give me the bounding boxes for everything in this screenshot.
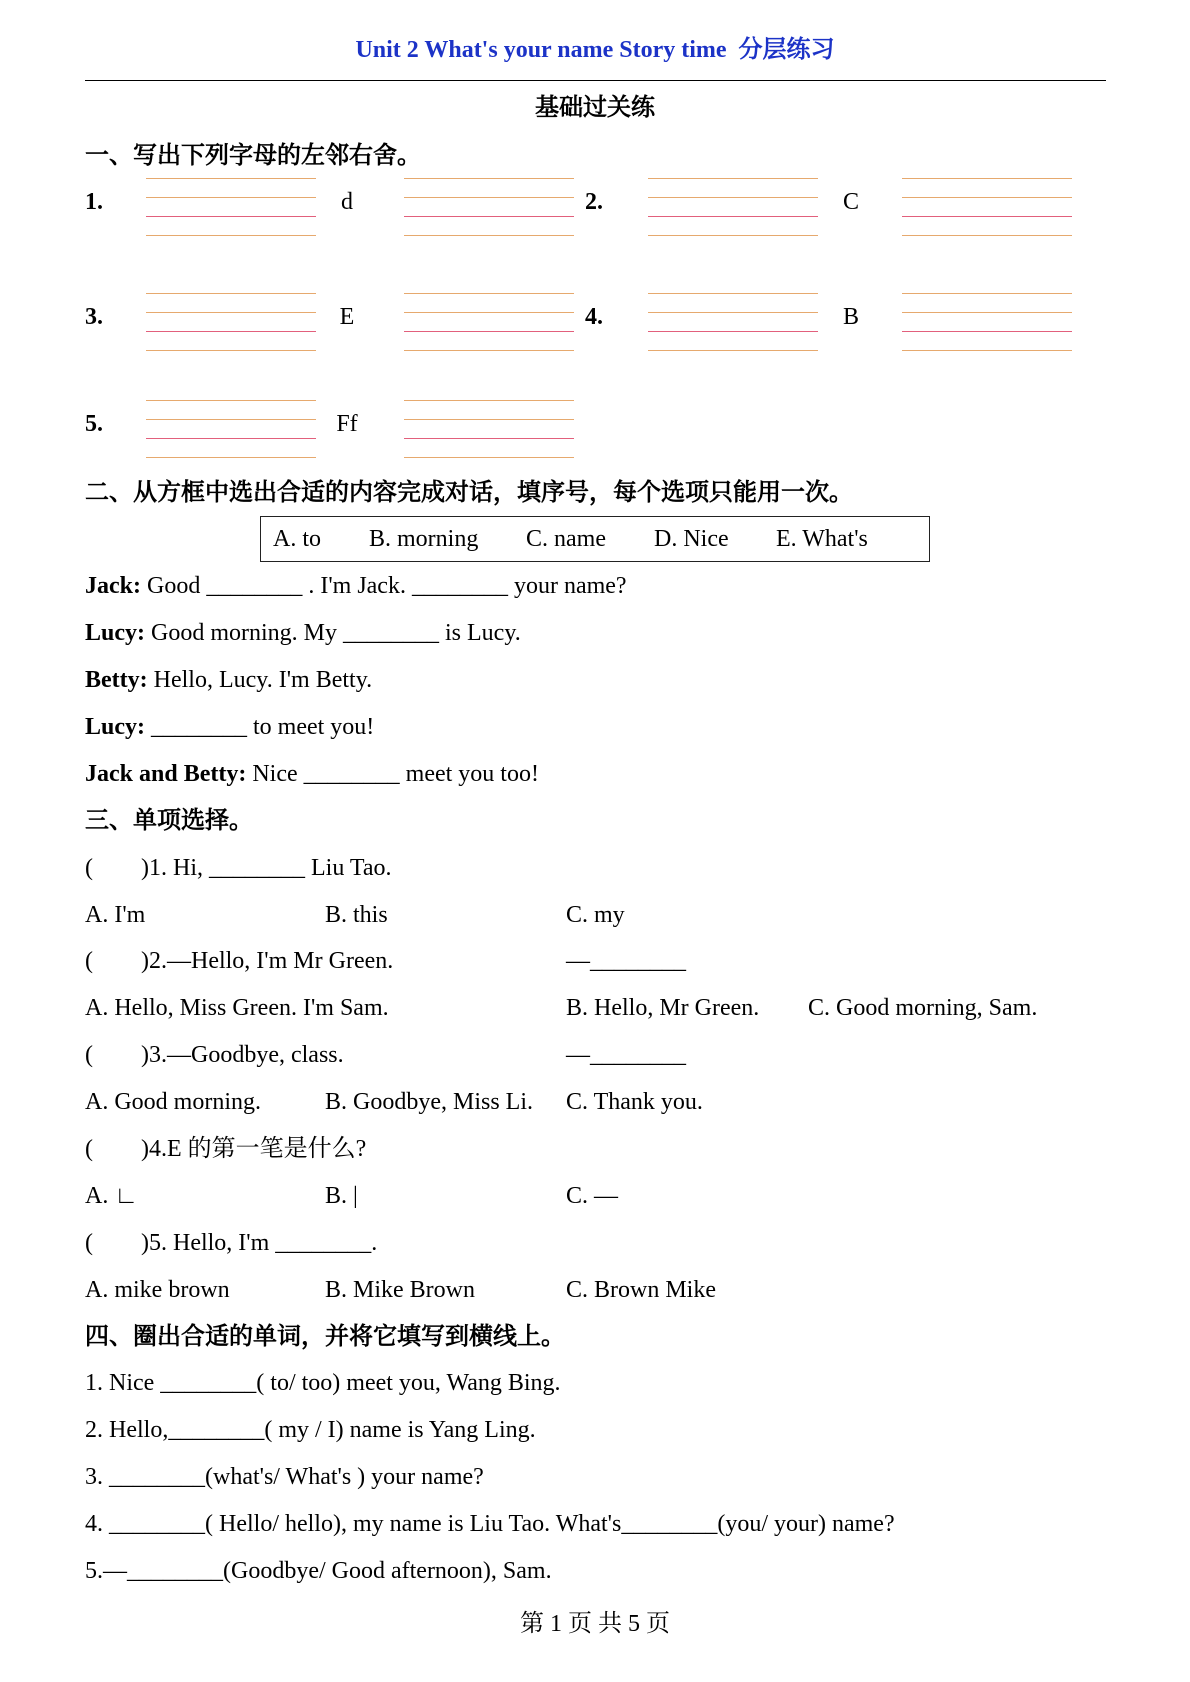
option-a: A. ∟: [85, 1182, 138, 1209]
question-stem: [0, 1220, 1190, 1267]
item-number: 1.: [85, 189, 103, 215]
question-text: 2.—Hello, I'm Mr Green.: [148, 948, 394, 975]
option-b: B. Mike Brown: [325, 1276, 475, 1303]
dialogue-line: [0, 610, 1190, 657]
option-a: A. I'm: [85, 901, 146, 928]
question-stem: [0, 938, 1190, 985]
answer-bracket: ( ): [85, 1229, 149, 1256]
given-letter: d: [341, 189, 353, 215]
worksheet-body: [0, 470, 1190, 1595]
reply-blank: —________: [566, 1042, 686, 1069]
option-b: B. Goodbye, Miss Li.: [325, 1089, 534, 1116]
four-line-grid-left-neighbor: [146, 293, 316, 351]
question-options: [0, 1173, 1190, 1220]
section-3-heading: 三、单项选择。: [85, 807, 253, 834]
given-letter: E: [339, 304, 355, 330]
option-c: C. Thank you.: [566, 1089, 703, 1116]
question-stem: [0, 1032, 1190, 1079]
dialogue-text: Hello, Lucy. I'm Betty.: [153, 667, 373, 694]
four-line-grid-right-neighbor: [902, 293, 1072, 351]
dialogue-speaker: Lucy:: [85, 620, 145, 647]
section-4-heading: 四、圈出合适的单词，并将它填写到横线上。: [85, 1323, 565, 1350]
question-text: 4.E 的第一笔是什么?: [148, 1135, 367, 1162]
option-a: A. Hello, Miss Green. I'm Sam.: [85, 995, 389, 1022]
title-divider: [85, 80, 1106, 81]
dialogue-line: [0, 751, 1190, 798]
word-bank-option: E. What's: [776, 526, 868, 553]
option-b: B. this: [325, 901, 388, 928]
answer-bracket: ( ): [85, 854, 149, 881]
word-bank-option: D. Nice: [654, 526, 729, 553]
four-line-grid-right-neighbor: [404, 178, 574, 236]
word-bank-option: B. morning: [369, 526, 479, 553]
dialogue-text: Good morning. My ________ is Lucy.: [151, 620, 521, 647]
option-c: C. Brown Mike: [566, 1276, 716, 1303]
item-number: 5.: [85, 411, 103, 437]
question-options: [0, 892, 1190, 939]
letter-row-1: [0, 178, 1190, 236]
four-line-grid-left-neighbor: [648, 178, 818, 236]
dialogue-speaker: Betty:: [85, 667, 148, 694]
four-line-grid-left-neighbor: [648, 293, 818, 351]
four-line-grid-left-neighbor: [146, 400, 316, 458]
option-c: C. —: [566, 1182, 619, 1209]
option-c: C. Good morning, Sam.: [808, 995, 1038, 1022]
reply-blank: —________: [566, 948, 686, 975]
dialogue-line: [0, 563, 1190, 610]
option-b: B. |: [325, 1182, 358, 1209]
worksheet-title: Unit 2 What's your name Story time 分层练习: [355, 37, 835, 63]
dialogue-text: Nice ________ meet you too!: [252, 760, 539, 787]
dialogue-speaker: Jack:: [85, 573, 141, 600]
dialogue-speaker: Jack and Betty:: [85, 760, 247, 787]
given-letter: Ff: [336, 411, 358, 437]
dialogue-speaker: Lucy:: [85, 713, 145, 740]
dialogue-line: [0, 657, 1190, 704]
word-bank-option: C. name: [526, 526, 606, 553]
fill-in-item: 2. Hello,________( my / I) name is Yang Ling.: [85, 1417, 536, 1444]
option-b: B. Hello, Mr Green.: [566, 995, 760, 1022]
given-letter: C: [842, 189, 859, 215]
letter-row-2: [0, 293, 1190, 351]
option-c: C. my: [566, 901, 625, 928]
question-options: [0, 1079, 1190, 1126]
answer-bracket: ( ): [85, 948, 149, 975]
answer-bracket: ( ): [85, 1042, 149, 1069]
fill-in-item: 3. ________(what's/ What's ) your name?: [85, 1464, 484, 1491]
question-options: [0, 985, 1190, 1032]
option-a: A. mike brown: [85, 1276, 230, 1303]
section-1-heading: 一、写出下列字母的左邻右舍。: [85, 143, 421, 169]
option-a: A. Good morning.: [85, 1089, 261, 1116]
question-text: 1. Hi, ________ Liu Tao.: [148, 854, 392, 881]
dialogue-text: Good ________ . I'm Jack. ________ your name?: [147, 573, 627, 600]
word-bank-box: [260, 516, 930, 562]
fill-in-item: 1. Nice ________( to/ too) meet you, Wang Bing.: [85, 1370, 561, 1397]
item-number: 3.: [85, 304, 103, 330]
dialogue-line: [0, 704, 1190, 751]
fill-in-item: 5.—________(Goodbye/ Good afternoon), Sam.: [85, 1557, 552, 1584]
four-line-grid-right-neighbor: [902, 178, 1072, 236]
question-stem: [0, 845, 1190, 892]
question-text: 5. Hello, I'm ________.: [148, 1229, 378, 1256]
question-options: [0, 1267, 1190, 1314]
word-bank-row: [0, 516, 1190, 563]
question-stem: [0, 1126, 1190, 1173]
question-text: 3.—Goodbye, class.: [148, 1042, 344, 1069]
given-letter: B: [842, 304, 859, 330]
letter-row-3: [0, 400, 1190, 458]
four-line-grid-right-neighbor: [404, 293, 574, 351]
answer-bracket: ( ): [85, 1135, 149, 1162]
page-number: 第 1 页 共 5 页: [520, 1611, 670, 1637]
item-number: 4.: [585, 304, 603, 330]
four-line-grid-right-neighbor: [404, 400, 574, 458]
word-bank-option: A. to: [273, 526, 321, 553]
level-heading: 基础过关练: [535, 95, 655, 121]
section-2-heading: 二、从方框中选出合适的内容完成对话，填序号，每个选项只能用一次。: [85, 479, 853, 506]
item-number: 2.: [585, 189, 603, 215]
dialogue-text: ________ to meet you!: [151, 713, 375, 740]
four-line-grid-left-neighbor: [146, 178, 316, 236]
fill-in-item: 4. ________( Hello/ hello), my name is Liu Tao. What's________(you/ your) name?: [85, 1511, 895, 1538]
